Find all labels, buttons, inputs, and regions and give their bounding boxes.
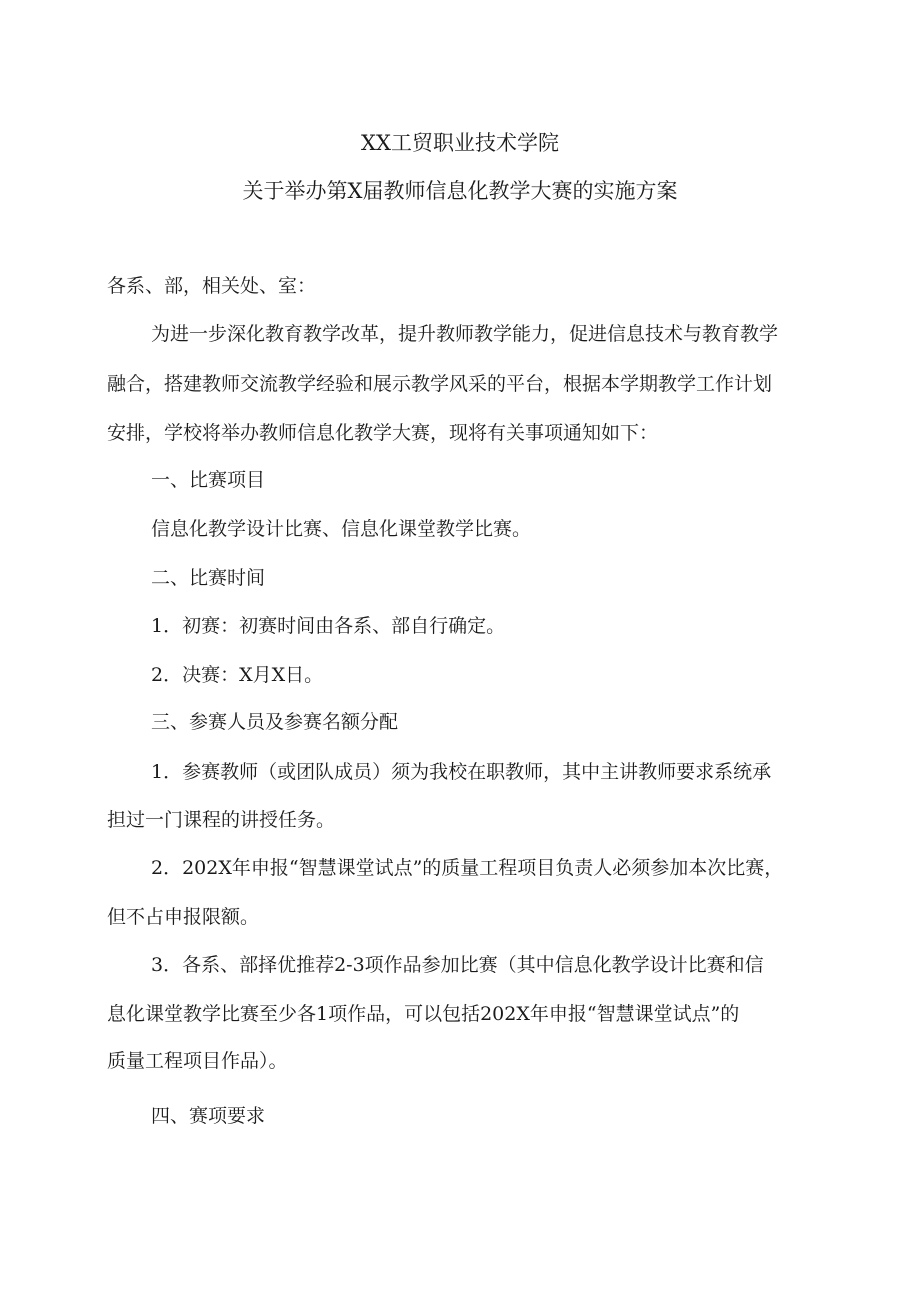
intro-line-2: 融合，搭建教师交流教学经验和展示教学风采的平台，根据本学期教学工作计划 <box>107 373 773 395</box>
section-heading-4: 四、赛项要求 <box>151 1105 266 1127</box>
section-2-item-2: 2．决赛：X月X日。 <box>151 664 324 686</box>
section-2-item-1: 1．初赛：初赛时间由各系、部自行确定。 <box>151 615 506 637</box>
salutation: 各系、部，相关处、室： <box>107 275 317 297</box>
section-1-body: 信息化教学设计比赛、信息化课堂教学比赛。 <box>151 518 532 540</box>
section-heading-2: 二、比赛时间 <box>151 567 266 589</box>
section-3-item-2-line-2: 但不占申报限额。 <box>107 906 260 928</box>
intro-line-1: 为进一步深化教育教学改革，提升教师教学能力，促进信息技术与教育教学 <box>151 323 779 345</box>
section-3-item-2-line-1: 2．202X年申报“智慧课堂试点”的质量工程项目负责人必须参加本次比赛， <box>151 857 784 879</box>
section-heading-3: 三、参赛人员及参赛名额分配 <box>151 711 399 733</box>
section-heading-1: 一、比赛项目 <box>151 469 266 491</box>
section-3-item-1-line-1: 1．参赛教师（或团队成员）须为我校在职教师，其中主讲教师要求系统承 <box>151 761 772 783</box>
section-3-item-3-line-1: 3．各系、部择优推荐2-3项作品参加比赛（其中信息化教学设计比赛和信 <box>151 954 764 976</box>
intro-line-3: 安排，学校将举办教师信息化教学大赛，现将有关事项通知如下： <box>107 422 659 444</box>
section-3-item-1-line-2: 担过一门课程的讲授任务。 <box>107 809 336 831</box>
document-title-line-2: 关于举办第X届教师信息化教学大赛的实施方案 <box>242 179 678 203</box>
section-3-item-3-line-3: 质量工程项目作品）。 <box>107 1050 288 1072</box>
document-title-line-1: XX工贸职业技术学院 <box>361 131 559 155</box>
section-3-item-3-line-2: 息化课堂教学比赛至少各1项作品，可以包括202X年申报“智慧课堂试点”的 <box>107 1003 740 1025</box>
